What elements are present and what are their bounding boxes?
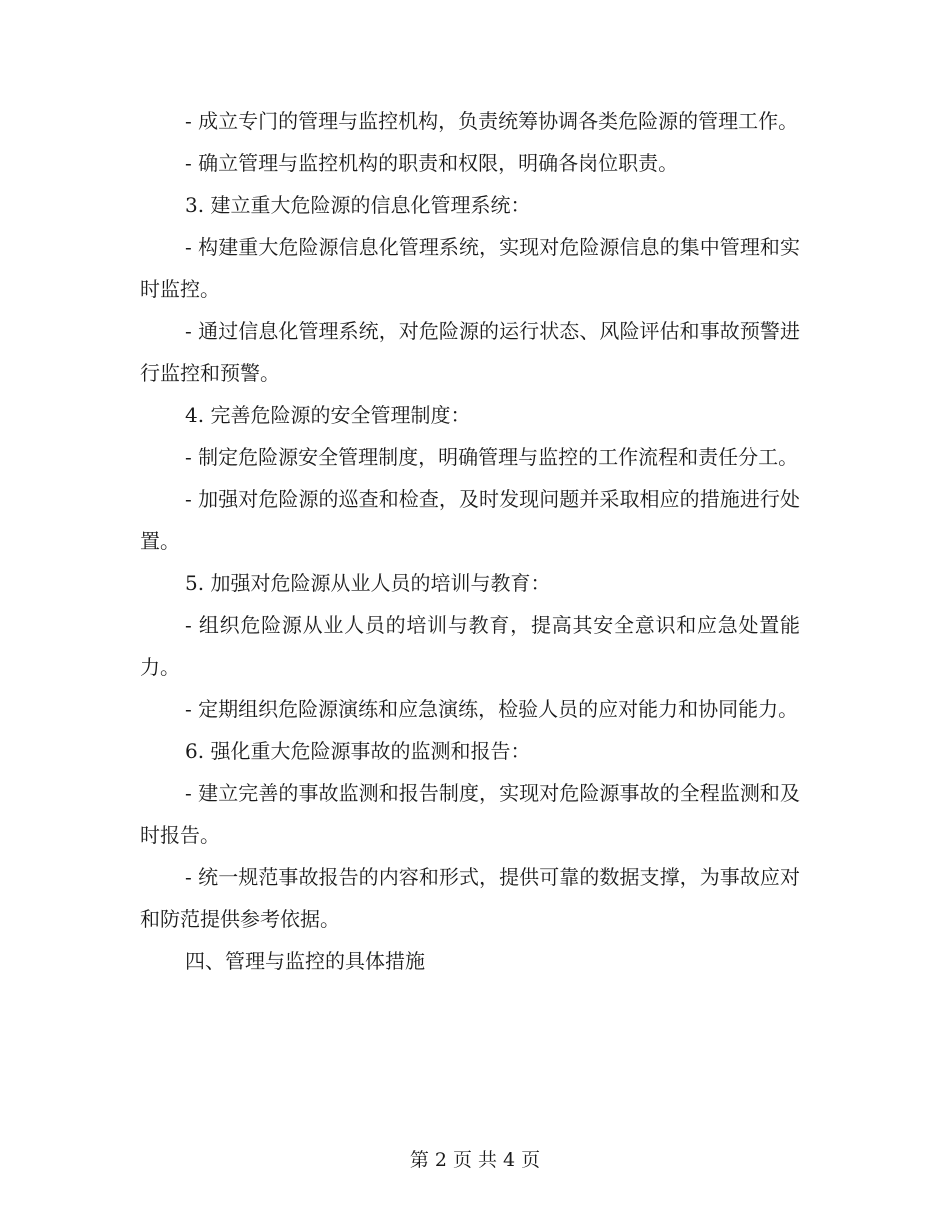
- paragraph: - 统一规范事故报告的内容和形式，提供可靠的数据支撑，为事故应对和防范提供参考依据。: [140, 865, 800, 931]
- section-heading: 四、管理与监控的具体措施: [185, 949, 425, 973]
- section-heading: 6. 强化重大危险源事故的监测和报告：: [185, 739, 531, 763]
- page-number-footer: 第 2 页 共 4 页: [409, 1149, 541, 1171]
- paragraph: - 定期组织危险源演练和应急演练，检验人员的应对能力和协同能力。: [185, 697, 799, 721]
- paragraph: - 构建重大危险源信息化管理系统，实现对危险源信息的集中管理和实时监控。: [140, 235, 800, 301]
- paragraph: - 加强对危险源的巡查和检查，及时发现问题并采取相应的措施进行处置。: [140, 487, 800, 553]
- paragraph: - 确立管理与监控机构的职责和权限，明确各岗位职责。: [185, 151, 679, 175]
- section-heading: 3. 建立重大危险源的信息化管理系统：: [185, 193, 531, 217]
- paragraph: - 制定危险源安全管理制度，明确管理与监控的工作流程和责任分工。: [185, 445, 799, 469]
- paragraph: - 成立专门的管理与监控机构，负责统筹协调各类危险源的管理工作。: [185, 109, 799, 133]
- paragraph: - 通过信息化管理系统，对危险源的运行状态、风险评估和事故预警进行监控和预警。: [140, 319, 800, 385]
- paragraph: - 建立完善的事故监测和报告制度，实现对危险源事故的全程监测和及时报告。: [140, 781, 800, 847]
- section-heading: 4. 完善危险源的安全管理制度：: [185, 403, 471, 427]
- document-body: [140, 100, 800, 982]
- section-heading: 5. 加强对危险源从业人员的培训与教育：: [185, 571, 551, 595]
- paragraph: - 组织危险源从业人员的培训与教育，提高其安全意识和应急处置能力。: [140, 613, 800, 679]
